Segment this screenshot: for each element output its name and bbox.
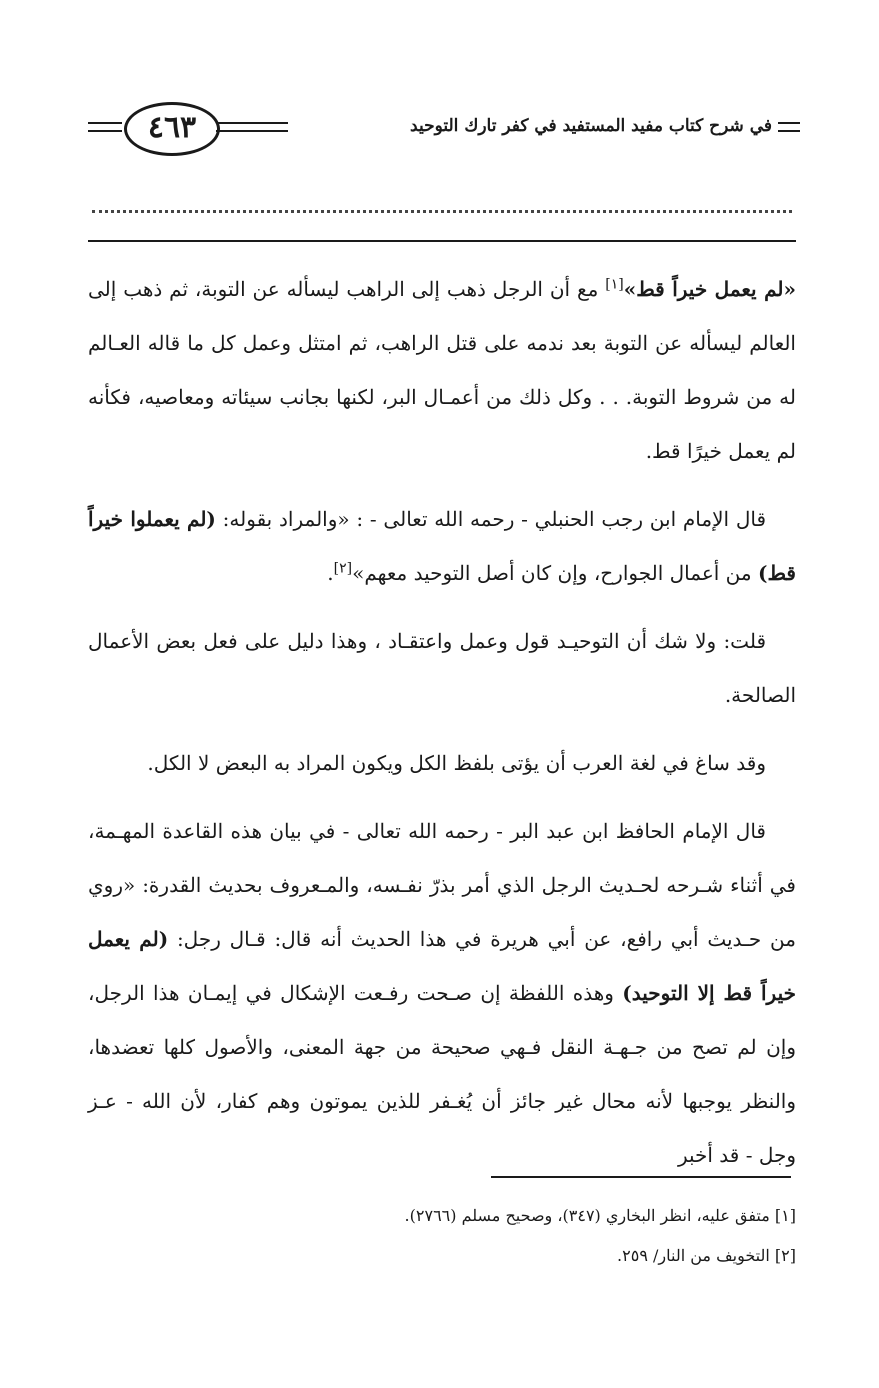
footnotes: [88, 1196, 796, 1276]
quoted-text: «لم يعمل خيراً قط»: [623, 277, 796, 301]
dotted-separator: [92, 196, 792, 213]
paragraph: [88, 492, 796, 600]
text-run: وهذه اللفظة إن صـحت رفـعت الإشكال في إيمـان هذا الرجل، وإن لم تصح من جـهـة النقل فـهي صحيحة من جهة المعنى، والأصول كلها تعضدها، والنظر يوجبها لأنه محال غير جائز أن يُغـفر للذين يموتون وهم كفار، لأن الله - عـز وجل - قد أخبر: [88, 981, 796, 1167]
header-rule: [88, 240, 796, 242]
text-run: قال الإمام الحافظ ابن عبد البر - رحمه الله تعالى - في بيان هذه القاعدة المهـمة، في أثناء شـرحه لحـديث الرجل الذي أمر بذرّ نفـسه، والمـعروف بحديث القدرة: «روي من حـديث أبي رافع، عن أبي هريرة في هذا الحديث أنه قال: قـال رجل:: [88, 819, 796, 951]
page-header: [88, 98, 800, 160]
page-number-ornament: [88, 98, 288, 160]
text-run: .: [327, 561, 334, 585]
title-rule: [778, 122, 800, 132]
running-title-text: في شرح كتاب مفيد المستفيد في كفر تارك التوحيد: [410, 116, 772, 136]
text-run: قال الإمام ابن رجب الحنبلي - رحمه الله تعالى - : «والمراد بقوله:: [215, 507, 766, 531]
paragraph: [88, 736, 796, 790]
quoted-text: (لم يعمل خيراً قط إلا التوحيد): [88, 927, 796, 1005]
paragraph: [88, 804, 796, 1182]
running-title: [410, 116, 800, 136]
paragraph: [88, 614, 796, 722]
footnote-reference: [١]: [605, 276, 624, 293]
ornament-rule-left: [88, 122, 122, 132]
footnote-rule: [491, 1176, 791, 1178]
footnote-reference: [٢]: [333, 560, 353, 577]
quoted-text: (لم يعملوا خيراً قط): [88, 507, 796, 585]
text-run: مع أن الرجل ذهب إلى الراهب ليسأله عن التوبة، ثم ذهب إلى العالم ليسأله عن التوبة بعد ندمه على قتل الراهب، ثم امتثل وعمل كل ما قاله العـالم له من شروط التوبة. . . وكل ذلك من أعمـال البر، لكنها بجانب سيئاته ومعاصيه، فكأنه لم يعمل خيرًا قط.: [88, 277, 796, 463]
text-run: من أعمال الجوارح، وإن كان أصل التوحيد معهم»: [352, 561, 758, 585]
paragraph: [88, 262, 796, 478]
footnote: [١] متفق عليه، انظر البخاري (٣٤٧)، وصحيح مسلم (٢٧٦٦).: [404, 1206, 796, 1225]
ornament-rule-right: [216, 122, 288, 132]
main-text: [88, 262, 796, 1196]
text-run: قلت: ولا شك أن التوحيـد قول وعمل واعتقـاد ، وهذا دليل على فعل بعض الأعمال الصالحة.: [88, 629, 796, 707]
text-run: وقد ساغ في لغة العرب أن يؤتى بلفظ الكل ويكون المراد به البعض لا الكل.: [147, 751, 766, 775]
footnote: [٢] التخويف من النار/ ٢٥٩.: [617, 1246, 796, 1265]
page-number: ٤٦٣: [124, 102, 220, 156]
